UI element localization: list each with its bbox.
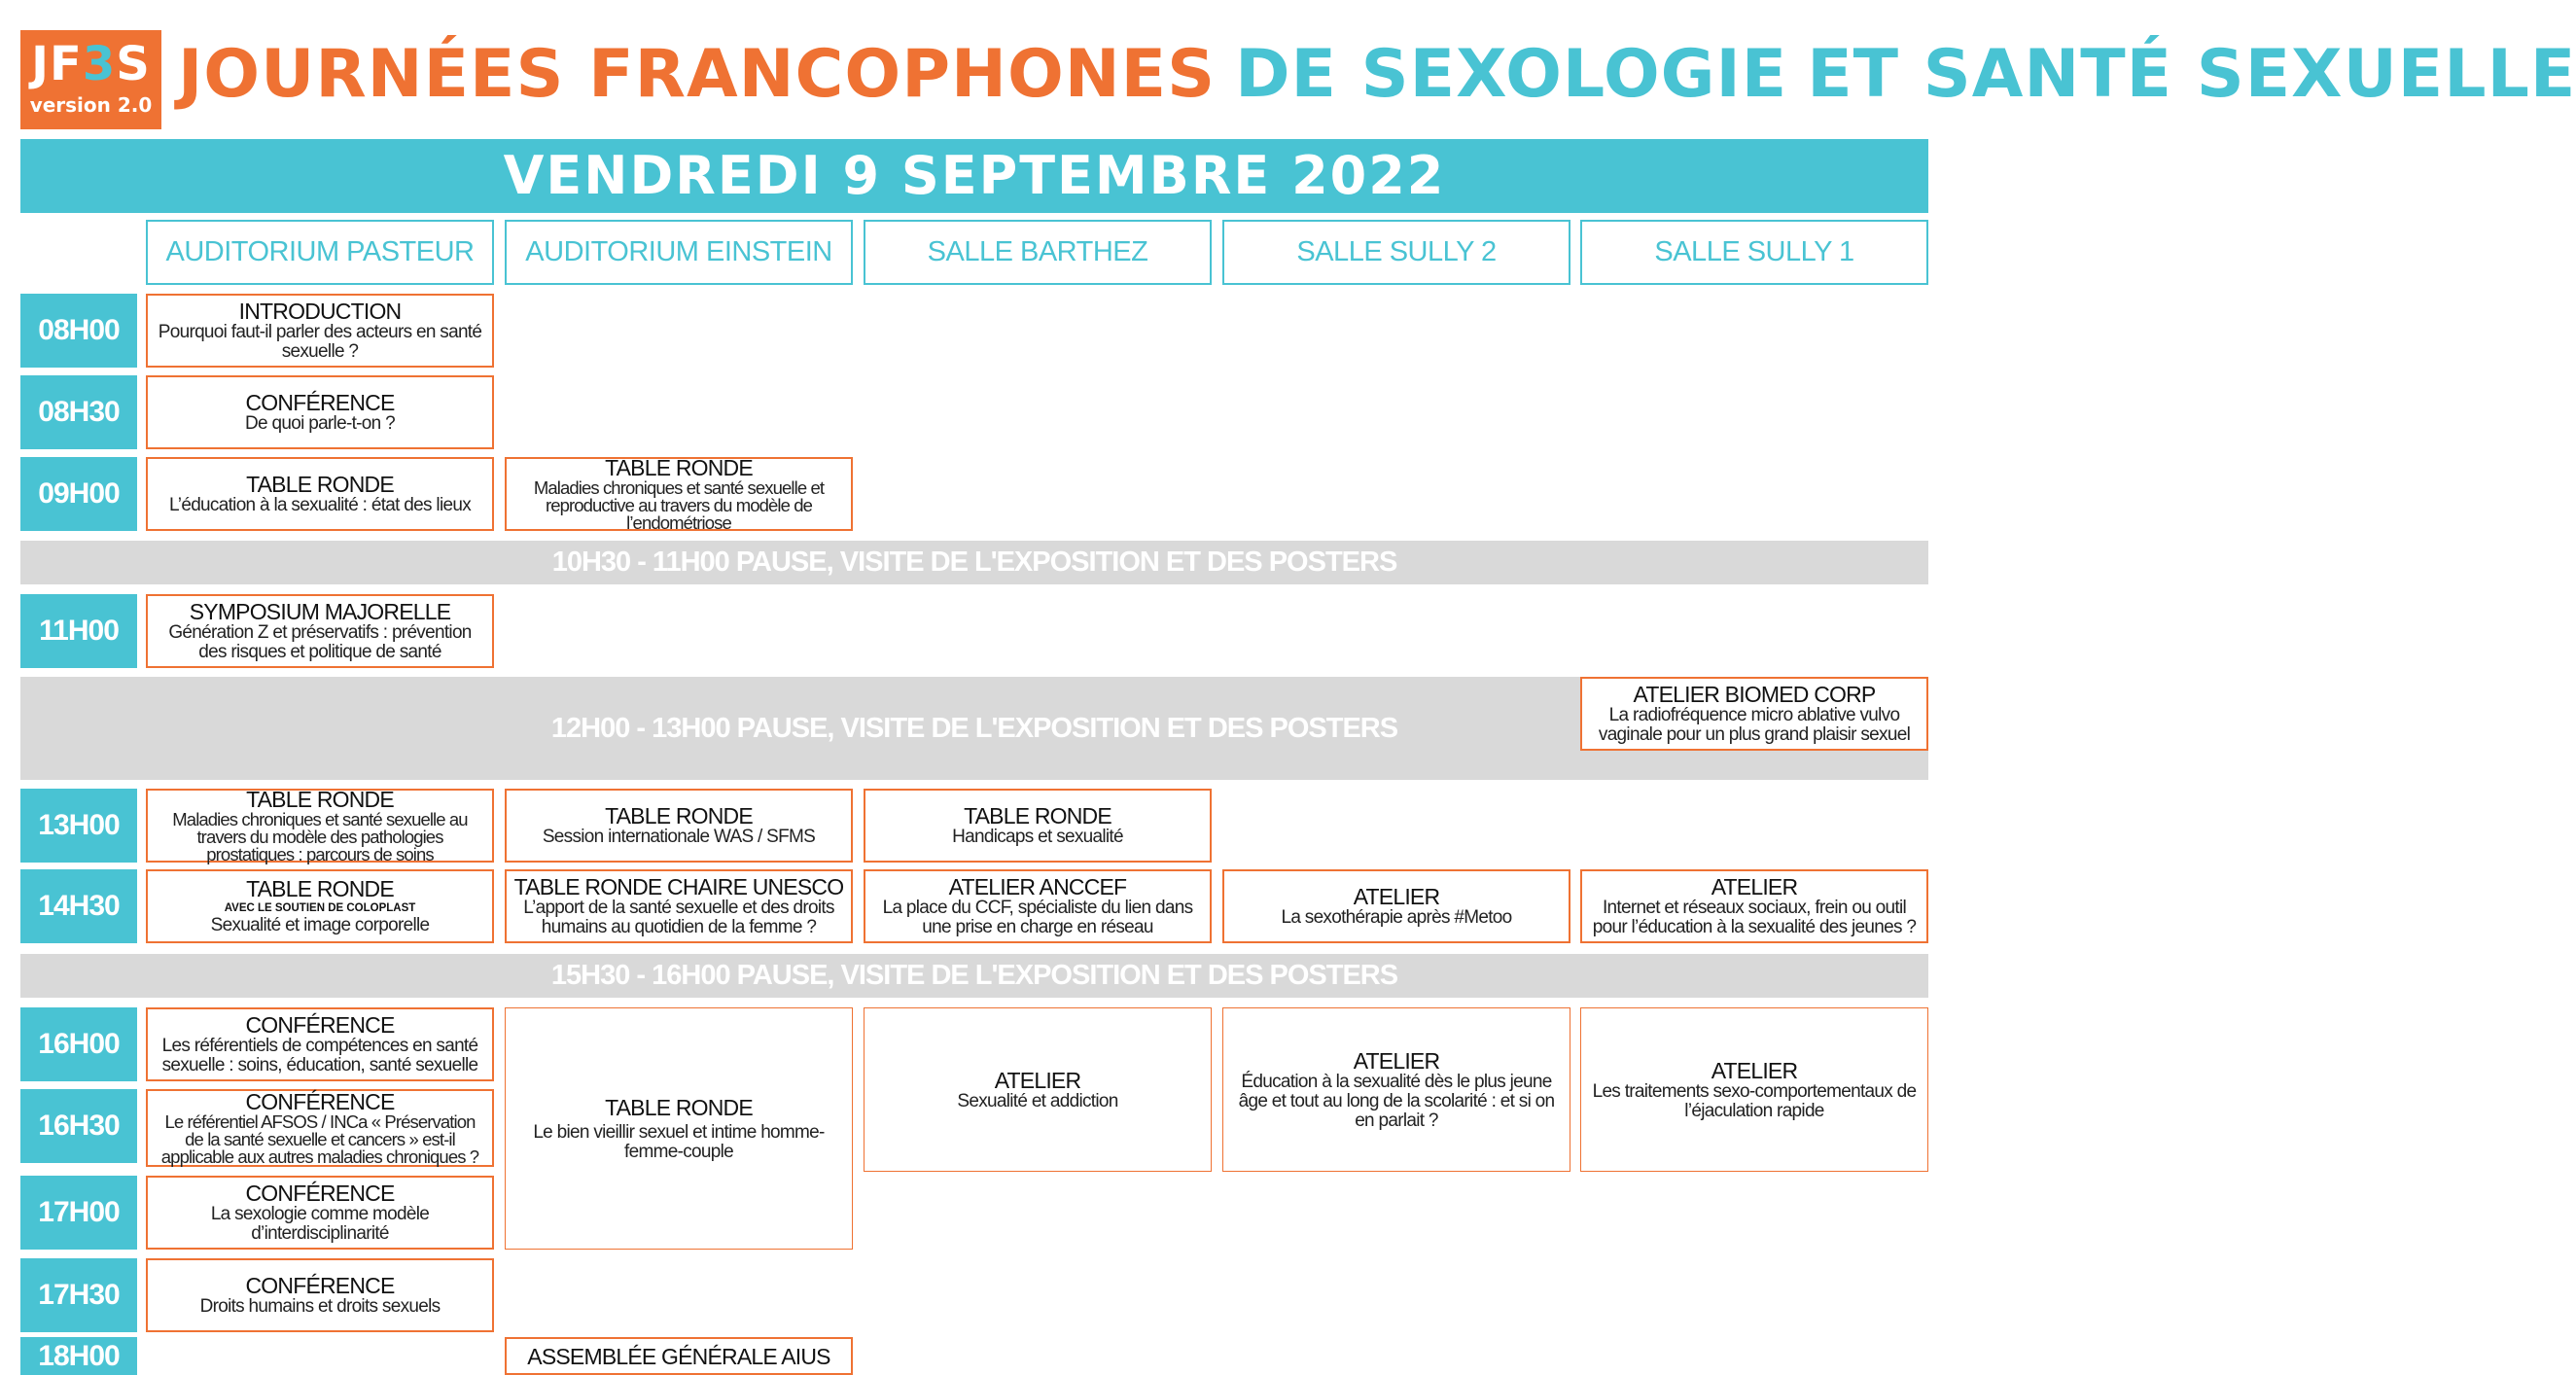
session-description: Session internationale WAS / SFMS (542, 827, 816, 847)
time-label: 08H00 (20, 294, 137, 368)
session-title: CONFÉRENCE (245, 1273, 395, 1298)
session-description: Droits humains et droits sexuels (199, 1296, 441, 1317)
pause-banner: 15H30 - 16H00 PAUSE, VISITE DE L'EXPOSITION ET DES POSTERS (20, 954, 1928, 998)
session-conference-1730[interactable] (146, 1258, 494, 1332)
session-title: CONFÉRENCE (245, 390, 395, 415)
session-description: La radiofréquence micro ablative vulvo vaginale pour un plus grand plaisir sexuel (1598, 705, 1911, 745)
room-header-sully-2: SALLE SULLY 2 (1222, 220, 1570, 285)
session-sponsor: AVEC LE SOUTIEN DE COLOPLAST (224, 902, 416, 914)
session-title: ATELIER (1353, 884, 1440, 909)
session-atelier-1600-sully-2[interactable] (1222, 1007, 1570, 1172)
session-title: ATELIER BIOMED CORP (1633, 682, 1876, 707)
session-title: ATELIER ANCCEF (948, 874, 1127, 899)
time-label: 18H00 (20, 1337, 137, 1375)
session-description: Maladies chroniques et santé sexuelle au travers du modèle des pathologies prostatiques : parcours de soins (172, 809, 468, 864)
time-label: 09H00 (20, 457, 137, 531)
title-part-1: JOURNÉES FRANCOPHONES (178, 36, 1217, 113)
session-description: De quoi parle-t-on ? (245, 413, 395, 434)
session-description: La sexologie comme modèle d’interdisciplinarité (210, 1204, 430, 1244)
session-title: CONFÉRENCE (245, 1181, 395, 1206)
session-title: CONFÉRENCE (245, 1089, 395, 1114)
session-atelier-1430-sully-2[interactable] (1222, 869, 1570, 943)
session-table-ronde-chaire-unesco[interactable] (505, 869, 853, 943)
session-atelier-1600-barthez[interactable] (864, 1007, 1212, 1172)
session-table-ronde-1300-pasteur[interactable] (146, 789, 494, 863)
session-symposium-majorelle[interactable] (146, 594, 494, 668)
session-title: TABLE RONDE (605, 1094, 753, 1120)
session-description: Éducation à la sexualité dès le plus jeune âge et tout au long de la scolarité : et si on en parlait ? (1238, 1071, 1555, 1131)
session-title: ATELIER (1711, 1057, 1798, 1083)
session-assemblee-generale[interactable] (505, 1337, 853, 1375)
session-description: L’éducation à la sexualité : état des lieux (168, 495, 472, 515)
session-description: Pourquoi faut-il parler des acteurs en santé sexuelle ? (158, 322, 482, 362)
session-table-ronde-0900-einstein[interactable] (505, 457, 853, 531)
session-description: Sexualité et addiction (957, 1090, 1118, 1111)
session-conference-1630[interactable] (146, 1089, 494, 1167)
logo (20, 30, 161, 129)
session-description: Le bien vieillir sexuel et intime homme-femme-couple (533, 1121, 825, 1162)
session-description: Les référentiels de compétences en santé sexuelle : soins, éducation, santé sexuelle (161, 1036, 478, 1075)
room-header-barthez: SALLE BARTHEZ (864, 220, 1212, 285)
session-title: TABLE RONDE (605, 455, 753, 480)
session-description: Les traitements sexo-comportementaux de l’éjaculation rapide (1592, 1080, 1917, 1121)
session-title: TABLE RONDE CHAIRE UNESCO (513, 874, 844, 899)
session-title: CONFÉRENCE (245, 1012, 395, 1038)
session-description: Sexualité et image corporelle (210, 915, 430, 935)
session-atelier-biomed-corp[interactable] (1580, 677, 1928, 751)
room-header-einstein: AUDITORIUM EINSTEIN (505, 220, 853, 285)
pause-banner: 12H00 - 13H00 PAUSE, VISITE DE L'EXPOSITION ET DES POSTERS (20, 677, 1928, 780)
session-title: SYMPOSIUM MAJORELLE (189, 599, 451, 624)
session-title: TABLE RONDE (246, 787, 394, 812)
pause-banner: 10H30 - 11H00 PAUSE, VISITE DE L'EXPOSITION ET DES POSTERS (20, 541, 1928, 584)
session-table-ronde-1300-barthez[interactable] (864, 789, 1212, 863)
session-title: TABLE RONDE (246, 876, 394, 901)
session-atelier-1430-sully-1[interactable] (1580, 869, 1928, 943)
time-label: 08H30 (20, 375, 137, 449)
session-title: ATELIER (994, 1067, 1081, 1093)
session-table-ronde-1600-einstein[interactable] (505, 1007, 853, 1250)
session-conference-1600[interactable] (146, 1007, 494, 1081)
time-label: 17H00 (20, 1176, 137, 1250)
session-description: Handicaps et sexualité (952, 827, 1123, 847)
time-label: 13H00 (20, 789, 137, 863)
session-description: Internet et réseaux sociaux, frein ou outil pour l’éducation à la sexualité des jeunes ? (1592, 898, 1917, 937)
logo-mark: JF3S (31, 37, 151, 91)
session-description: La place du CCF, spécialiste du lien dans une prise en charge en réseau (882, 898, 1193, 937)
session-description: La sexothérapie après #Metoo (1281, 907, 1512, 928)
time-label: 11H00 (20, 594, 137, 668)
session-title: ATELIER (1353, 1047, 1440, 1074)
logo-version: version 2.0 (29, 93, 153, 117)
session-title: TABLE RONDE (246, 472, 394, 497)
session-table-ronde-1300-einstein[interactable] (505, 789, 853, 863)
session-description: Maladies chroniques et santé sexuelle et reproductive au travers du modèle de l’endométriose (533, 477, 825, 533)
session-description: Le référentiel AFSOS / INCa « Préservation de la santé sexuelle et cancers » est-il applicable aux autres maladies chroniques ? (160, 1111, 479, 1167)
session-conference-1700[interactable] (146, 1176, 494, 1250)
session-title: INTRODUCTION (238, 299, 402, 324)
session-introduction[interactable] (146, 294, 494, 368)
session-title: ASSEMBLÉE GÉNÉRALE AIUS (527, 1343, 830, 1369)
session-atelier-anccef[interactable] (864, 869, 1212, 943)
time-label: 14H30 (20, 869, 137, 943)
time-label: 16H30 (20, 1089, 137, 1163)
page-title (178, 21, 2576, 128)
session-title: TABLE RONDE (964, 803, 1112, 829)
session-description: L’apport de la santé sexuelle et des droits humains au quotidien de la femme ? (523, 898, 834, 937)
session-description: Génération Z et préservatifs : prévention des risques et politique de santé (168, 622, 472, 662)
day-banner: VENDREDI 9 SEPTEMBRE 2022 (20, 139, 1928, 213)
session-title: ATELIER (1711, 874, 1798, 899)
session-conference-0830[interactable] (146, 375, 494, 449)
title-part-2: DE SEXOLOGIE (1235, 36, 1788, 113)
session-table-ronde-0900-pasteur[interactable] (146, 457, 494, 531)
session-table-ronde-1430-pasteur[interactable] (146, 869, 494, 943)
session-atelier-1600-sully-1[interactable] (1580, 1007, 1928, 1172)
room-header-pasteur: AUDITORIUM PASTEUR (146, 220, 494, 285)
time-label: 17H30 (20, 1258, 137, 1332)
title-part-3: ET SANTÉ SEXUELLE (1807, 36, 2576, 113)
time-label: 16H00 (20, 1007, 137, 1081)
session-title: TABLE RONDE (605, 803, 753, 829)
room-header-sully-1: SALLE SULLY 1 (1580, 220, 1928, 285)
